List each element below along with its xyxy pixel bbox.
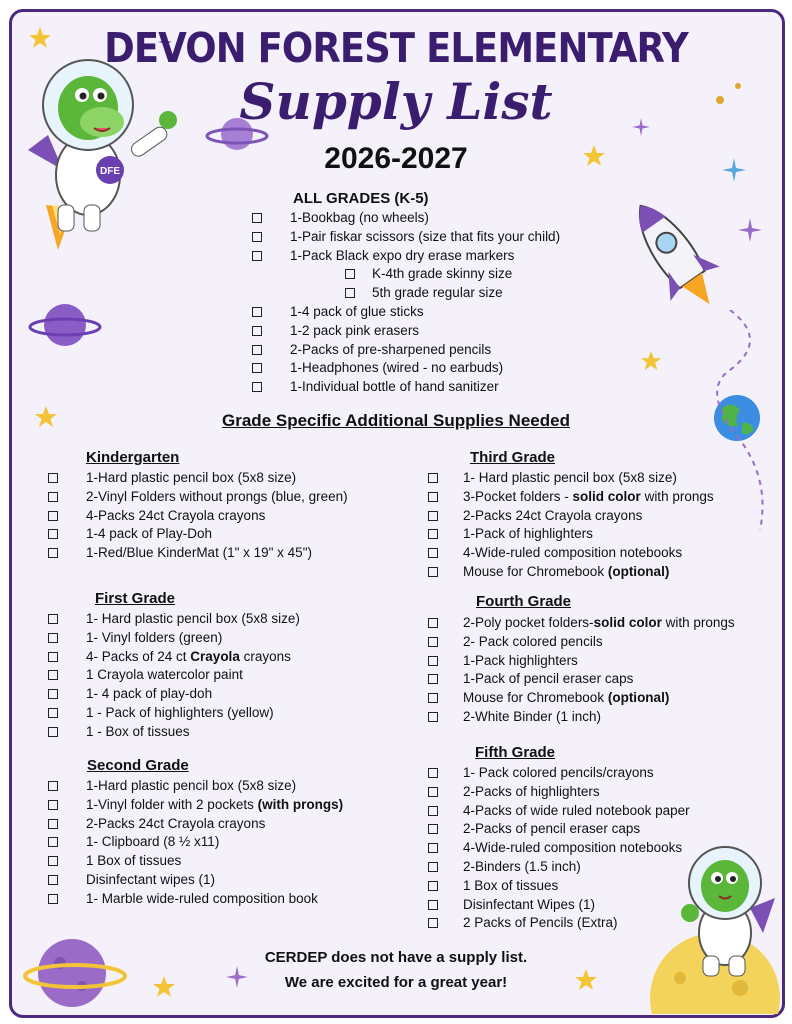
checkbox[interactable] — [428, 806, 438, 816]
checkbox[interactable] — [428, 900, 438, 910]
first-grade-list — [48, 610, 388, 742]
list-item: 1-Pack Black expo dry erase markers — [252, 247, 592, 266]
checkbox[interactable] — [252, 232, 262, 242]
checkbox[interactable] — [48, 670, 58, 680]
checkbox[interactable] — [48, 837, 58, 847]
kindergarten-title: Kindergarten — [86, 449, 180, 466]
list-item: 1- Clipboard (8 ½ x11) — [48, 833, 388, 852]
checkbox[interactable] — [428, 548, 438, 558]
second-grade-list — [48, 777, 388, 909]
checkbox[interactable] — [428, 529, 438, 539]
list-item: 1 Box of tissues — [428, 877, 728, 896]
checkbox[interactable] — [428, 918, 438, 928]
checkbox[interactable] — [252, 307, 262, 317]
list-item: 1- Hard plastic pencil box (5x8 size) — [428, 469, 758, 488]
list-item: 5th grade regular size — [252, 284, 592, 303]
list-item: 4-Wide-ruled composition notebooks — [428, 544, 758, 563]
checkbox[interactable] — [428, 862, 438, 872]
rocket-icon — [615, 190, 735, 320]
checkbox[interactable] — [428, 492, 438, 502]
checkbox[interactable] — [48, 819, 58, 829]
list-item: 3-Pocket folders - solid color with prongs — [428, 488, 758, 507]
footer-line-2: We are excited for a great year! — [284, 974, 508, 991]
checkbox[interactable] — [48, 652, 58, 662]
first-grade-title: First Grade — [95, 590, 176, 607]
third-grade-title: Third Grade — [470, 449, 556, 466]
list-item: 1-Pack of highlighters — [428, 525, 758, 544]
list-item: 2-Packs 24ct Crayola crayons — [48, 815, 388, 834]
list-item: 2 Packs of Pencils (Extra) — [428, 914, 728, 933]
footer-line-1: CERDEP does not have a supply list. — [264, 949, 528, 966]
list-item: 1-Bookbag (no wheels) — [252, 209, 592, 228]
checkbox[interactable] — [345, 288, 355, 298]
list-item: K-4th grade skinny size — [252, 265, 592, 284]
list-item: 1-4 pack of glue sticks — [252, 303, 592, 322]
list-item: Mouse for Chromebook (optional) — [428, 563, 758, 582]
list-item: 2- Pack colored pencils — [428, 633, 758, 652]
checkbox[interactable] — [428, 768, 438, 778]
list-item: 1 Box of tissues — [48, 852, 388, 871]
fourth-grade-list — [428, 614, 758, 727]
checkbox[interactable] — [428, 843, 438, 853]
checkbox[interactable] — [48, 511, 58, 521]
list-item: 1-Individual bottle of hand sanitizer — [252, 378, 592, 397]
checkbox[interactable] — [48, 875, 58, 885]
checkbox[interactable] — [48, 492, 58, 502]
school-name: DEVON FOREST ELEMENTARY — [104, 24, 688, 72]
list-item: Disinfectant wipes (1) — [48, 871, 388, 890]
fourth-grade-title: Fourth Grade — [476, 593, 572, 610]
list-item: Mouse for Chromebook (optional) — [428, 689, 758, 708]
list-item: 4-Wide-ruled composition notebooks — [428, 839, 728, 858]
third-grade-list — [428, 469, 758, 582]
list-item: Disinfectant Wipes (1) — [428, 896, 728, 915]
list-item: 1 - Pack of highlighters (yellow) — [48, 704, 388, 723]
checkbox[interactable] — [48, 548, 58, 558]
checkbox[interactable] — [428, 881, 438, 891]
checkbox[interactable] — [48, 529, 58, 539]
checkbox[interactable] — [252, 213, 262, 223]
planet-bottom-icon — [20, 928, 130, 1018]
mascot-badge-text: DFE — [100, 166, 120, 177]
checkbox[interactable] — [48, 633, 58, 643]
fifth-grade-title: Fifth Grade — [475, 744, 556, 761]
list-item: 4-Packs of wide ruled notebook paper — [428, 802, 728, 821]
list-item: 2-Vinyl Folders without prongs (blue, green) — [48, 488, 388, 507]
list-item: 1-Pair fiskar scissors (size that fits your child) — [252, 228, 592, 247]
list-item: 1- Pack colored pencils/crayons — [428, 764, 728, 783]
checkbox[interactable] — [252, 326, 262, 336]
school-year: 2026-2027 — [324, 142, 468, 175]
all-grades-title: ALL GRADES (K-5) — [293, 190, 429, 207]
checkbox[interactable] — [428, 637, 438, 647]
checkbox[interactable] — [48, 800, 58, 810]
list-item: 2-Packs of pre-sharpened pencils — [252, 341, 592, 360]
checkbox[interactable] — [428, 674, 438, 684]
list-item: 1- Marble wide-ruled composition book — [48, 890, 388, 909]
checkbox[interactable] — [428, 787, 438, 797]
fifth-grade-list — [428, 764, 728, 933]
all-grades-list — [252, 209, 592, 397]
page-title: Supply List — [239, 72, 553, 131]
checkbox[interactable] — [428, 656, 438, 666]
checkbox[interactable] — [428, 712, 438, 722]
kindergarten-list — [48, 469, 388, 563]
list-item: 2-Packs 24ct Crayola crayons — [428, 507, 758, 526]
sparkle-icon — [738, 218, 762, 242]
checkbox[interactable] — [48, 781, 58, 791]
list-item: 1 Crayola watercolor paint — [48, 666, 388, 685]
list-item: 1 - Box of tissues — [48, 723, 388, 742]
list-item: 1- Vinyl folders (green) — [48, 629, 388, 648]
checkbox[interactable] — [252, 363, 262, 373]
checkbox[interactable] — [48, 614, 58, 624]
list-item: 4-Packs 24ct Crayola crayons — [48, 507, 388, 526]
list-item: 1- 4 pack of play-doh — [48, 685, 388, 704]
checkbox[interactable] — [48, 689, 58, 699]
list-item: 2-Poly pocket folders-solid color with prongs — [428, 614, 758, 633]
checkbox[interactable] — [48, 894, 58, 904]
checkbox[interactable] — [252, 251, 262, 261]
list-item: 1-Vinyl folder with 2 pockets (with prongs) — [48, 796, 388, 815]
list-item: 1-Red/Blue KinderMat (1" x 19" x 45") — [48, 544, 388, 563]
list-item: 1- Hard plastic pencil box (5x8 size) — [48, 610, 388, 629]
checkbox[interactable] — [428, 693, 438, 703]
checkbox[interactable] — [345, 269, 355, 279]
list-item: 1-Hard plastic pencil box (5x8 size) — [48, 777, 388, 796]
list-item: 1-Pack highlighters — [428, 652, 758, 671]
list-item: 2-Binders (1.5 inch) — [428, 858, 728, 877]
checkbox[interactable] — [428, 567, 438, 577]
checkbox[interactable] — [428, 618, 438, 628]
list-item: 2-Packs of pencil eraser caps — [428, 820, 728, 839]
list-item: 1-4 pack of Play-Doh — [48, 525, 388, 544]
list-item: 1-2 pack pink erasers — [252, 322, 592, 341]
star-icon — [640, 350, 662, 372]
list-item: 2-White Binder (1 inch) — [428, 708, 758, 727]
checkbox[interactable] — [48, 708, 58, 718]
grade-specific-title: Grade Specific Additional Supplies Needed — [222, 411, 570, 430]
checkbox[interactable] — [428, 824, 438, 834]
list-item: 2-Packs of highlighters — [428, 783, 728, 802]
list-item: 1-Pack of pencil eraser caps — [428, 670, 758, 689]
checkbox[interactable] — [252, 382, 262, 392]
list-item: 1-Hard plastic pencil box (5x8 size) — [48, 469, 388, 488]
planet-left-icon — [28, 298, 103, 353]
checkbox[interactable] — [48, 727, 58, 737]
checkbox[interactable] — [252, 345, 262, 355]
list-item: 1-Headphones (wired - no earbuds) — [252, 359, 592, 378]
checkbox[interactable] — [428, 511, 438, 521]
list-item: 4- Packs of 24 ct Crayola crayons — [48, 648, 388, 667]
checkbox[interactable] — [48, 473, 58, 483]
second-grade-title: Second Grade — [87, 757, 189, 774]
checkbox[interactable] — [428, 473, 438, 483]
checkbox[interactable] — [48, 856, 58, 866]
